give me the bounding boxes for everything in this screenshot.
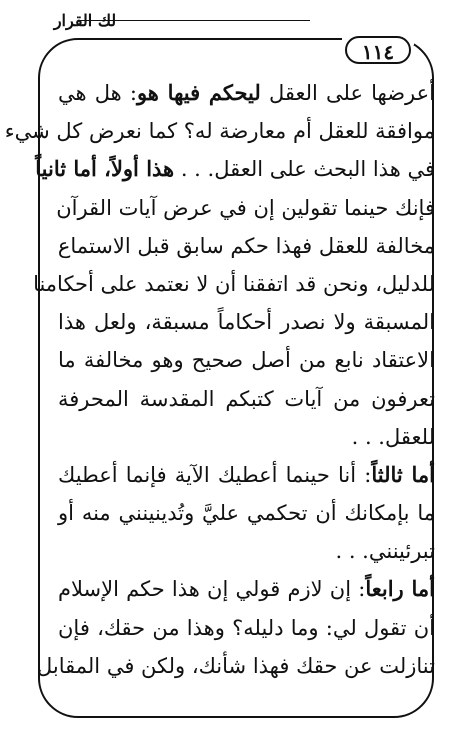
text-line: الاعتقاد نابع من أصل صحيح وهو مخالفة ما [58, 348, 435, 373]
text-line: أما ثالثاً: أنا حينما أعطيك الآية فإنما أعطيك [58, 461, 436, 487]
text-line: للعقل. . . [351, 424, 435, 449]
text-line: أن تقول لي: وما دليله؟ وهذا من حقك، فإن [58, 615, 435, 640]
text-line: في هذا البحث على العقل. . . هذا أولاً، أما ثانياً [35, 156, 435, 182]
running-header-title: لك القرار [53, 11, 117, 30]
text-line: تنازلت عن حقك فهذا شأنك، ولكن في المقابل [37, 653, 435, 678]
text-line: ما بإمكانك أن تحكمي عليَّ وتُدينينني منه أو [58, 501, 435, 526]
text-line: فإنك حينما تقولين إن في عرض آيات القرآن [56, 195, 435, 220]
text-line: للدليل، ونحن قد اتفقنا أن لا نعتمد على أحكامنا [33, 271, 435, 296]
text-line: تعرفون من آيات كتبكم المقدسة المحرفة [58, 386, 435, 411]
text-line: أعرضها على العقل ليحكم فيها هو: هل هي [58, 80, 435, 105]
page-number: ١١٤ [345, 36, 411, 64]
text-line: مخالفة للعقل فهذا حكم سابق قبل الاستماع [57, 233, 435, 258]
text-line: أما رابعاً: إن لازم قولي إن هذا حكم الإسلام [58, 576, 435, 602]
text-line: تبرئينني. . . [335, 539, 435, 564]
body-text [4, 74, 436, 685]
text-line: المسبقة ولا نصدر أحكاماً مسبقة، ولعل هذا [58, 310, 435, 335]
text-line: موافقة للعقل أم معارضة له؟ كما نعرض كل شيء [4, 119, 435, 144]
